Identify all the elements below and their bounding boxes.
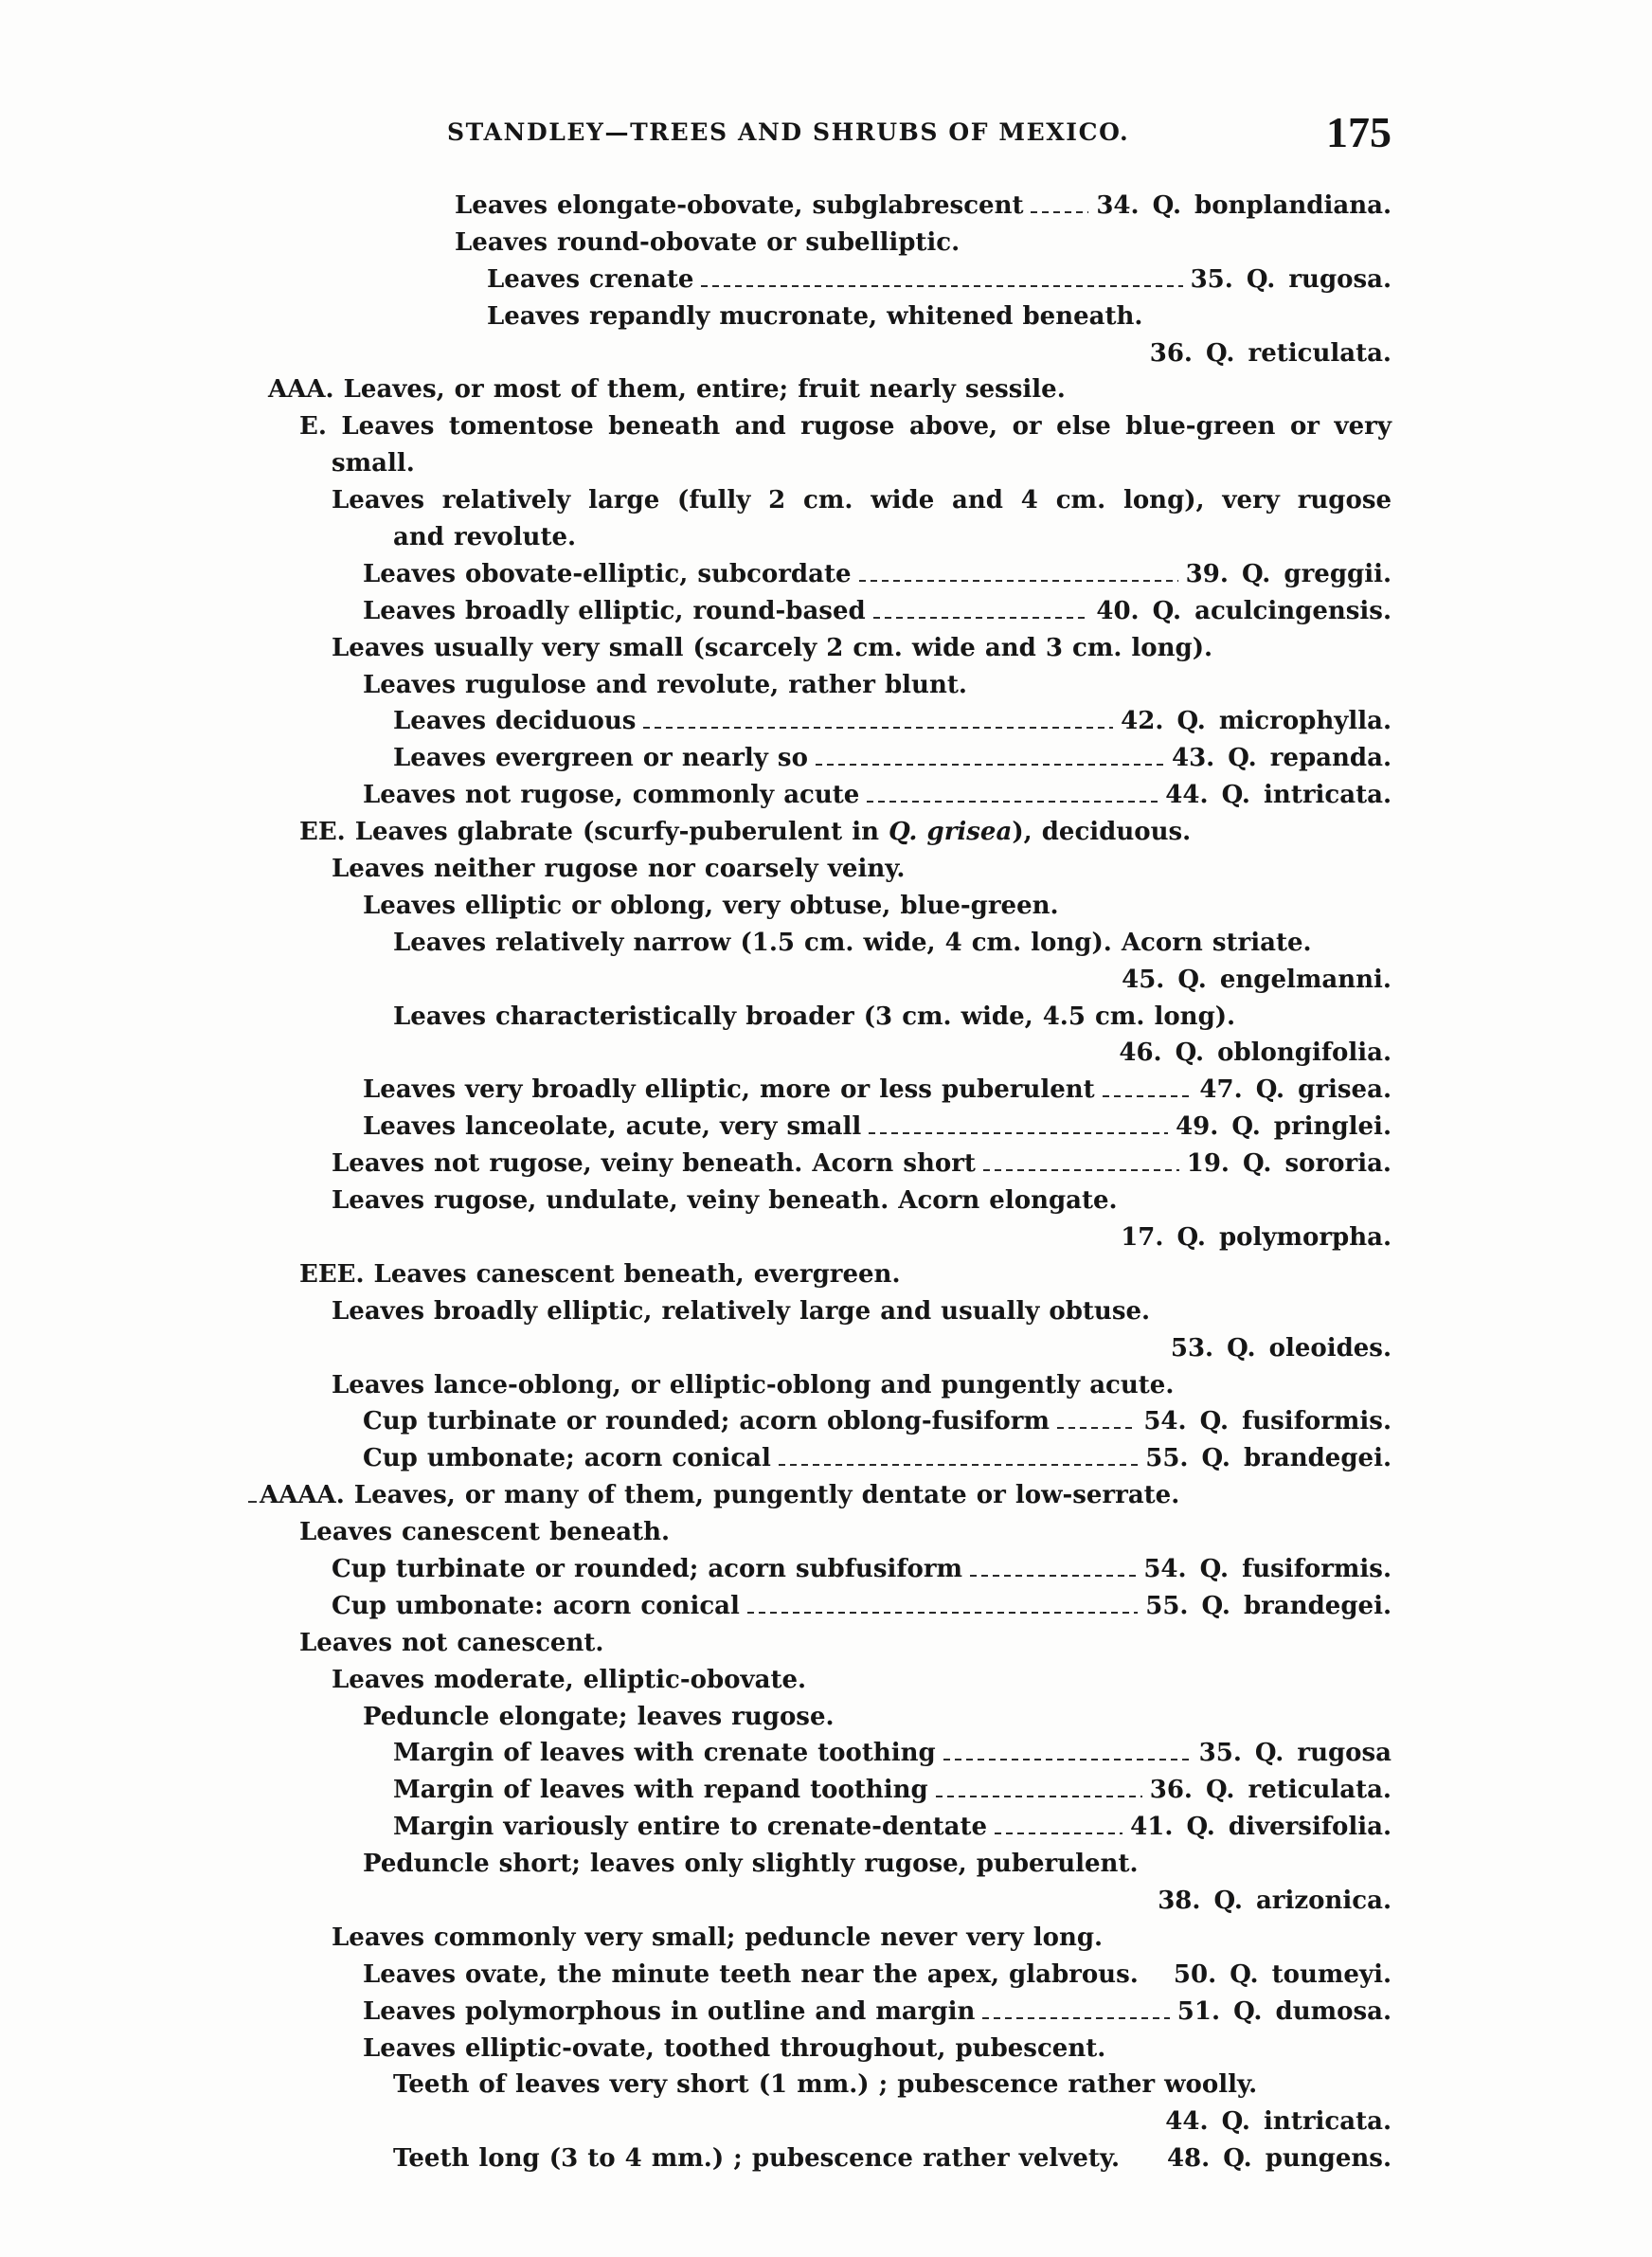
leader-dots [936, 1796, 1142, 1797]
page-number: 175 [1326, 108, 1392, 156]
leader-dots [1031, 211, 1088, 213]
species-entry: 50. Q. toumeyi. [1173, 1959, 1392, 1989]
species-entry: 48. Q. pungens. [1166, 2144, 1392, 2174]
key-line-text: Cup umbonate: acorn conical [332, 1591, 740, 1620]
leader-dots [859, 580, 1178, 582]
key-line-text: EE. Leaves glabrate (scurfy-puberulent in [299, 818, 889, 847]
species-entry: 44. Q. intricata. [1165, 781, 1392, 810]
species-entry: 54. Q. fusiformis. [1143, 1407, 1392, 1436]
key-line-text: Margin variously entire to crenate-dentate [393, 1813, 988, 1842]
species-entry: 45. Q. engelmanni. [1122, 965, 1392, 994]
leader-dots [747, 1612, 1138, 1614]
key-line: Leaves elliptic-ovate, toothed throughout, pubescent. [363, 2033, 1106, 2063]
key-line-text: Leaves deciduous [393, 707, 637, 736]
leader-dots [779, 1464, 1138, 1466]
key-line [363, 1403, 1392, 1440]
key-line [393, 1809, 1392, 1846]
species-entry-line [332, 335, 1392, 372]
species-entry: 41. Q. diversifolia. [1130, 1813, 1392, 1842]
key-line: Leaves lance-oblong, or elliptic-oblong and pungently acute. [332, 1370, 1175, 1399]
species-entry: 49. Q. pringlei. [1176, 1112, 1392, 1142]
key-line [455, 188, 1392, 225]
key-line [487, 262, 1392, 298]
key-line [393, 740, 1392, 777]
key-line-text: Leaves not rugose, commonly acute [363, 781, 860, 810]
key-line: Teeth of leaves very short (1 mm.) ; pubescence rather woolly. [393, 2070, 1258, 2100]
species-entry: 46. Q. oblongifolia. [1119, 1038, 1392, 1068]
key-line [363, 1994, 1392, 2031]
key-line: Peduncle elongate; leaves rugose. [363, 1702, 835, 1731]
leader-dots [1103, 1095, 1193, 1097]
key-line [248, 1477, 1392, 1514]
key-line-text: Cup turbinate or rounded; acorn subfusiform [332, 1554, 963, 1583]
species-entry: 36. Q. reticulata. [1149, 1776, 1392, 1805]
key-line [332, 1588, 1392, 1625]
species-entry: 51. Q. dumosa. [1176, 1996, 1392, 2026]
key-line-text: ), deciduous. [1012, 818, 1192, 847]
species-entry: 34. Q. bonplandiana. [1096, 191, 1392, 220]
species-entry: 43. Q. repanda. [1172, 744, 1392, 773]
leader-dots [983, 1169, 1179, 1171]
key-line [393, 1735, 1392, 1772]
species-entry: 44. Q. intricata. [1165, 2107, 1392, 2137]
key-line: EEE. Leaves canescent beneath, evergreen. [299, 1259, 901, 1289]
key-line: Leaves relatively large (fully 2 cm. wide and 4 cm. long), very rugose [332, 486, 1392, 515]
leader-dots [995, 1833, 1122, 1834]
key-line [363, 593, 1392, 630]
species-entry: 36. Q. reticulata. [1149, 338, 1392, 368]
key-line: Leaves repandly mucronate, whitened beneath. [487, 301, 1143, 331]
key-line [363, 1072, 1392, 1109]
species-entry-line [332, 1035, 1392, 1072]
key-line-text: Margin of leaves with crenate toothing [393, 1739, 936, 1768]
key-line-text: Leaves ovate, the minute teeth near the apex, glabrous. [363, 1959, 1139, 1989]
species-entry: 55. Q. brandegei. [1145, 1591, 1392, 1620]
species-entry-line [332, 1330, 1392, 1367]
leader-dots [816, 764, 1164, 766]
leader-dots [643, 727, 1113, 729]
key-line: Peduncle short; leaves only slightly rugose, puberulent. [363, 1850, 1139, 1879]
key-line [363, 777, 1392, 814]
key-line [332, 1146, 1392, 1183]
key-line-text: Leaves elongate-obovate, subglabrescent [455, 191, 1024, 220]
running-head: STANDLEY—TREES AND SHRUBS OF MEXICO. [447, 118, 1130, 146]
key-line-text: Leaves broadly elliptic, round-based [363, 596, 866, 625]
key-line: Leaves round-obovate or subelliptic. [455, 227, 961, 257]
species-entry: 47. Q. grisea. [1199, 1075, 1392, 1105]
key-line-text: Leaves lanceolate, acute, very small [363, 1112, 862, 1142]
key-line-text: Leaves polymorphous in outline and margin [363, 1996, 976, 2026]
key-line: AAA. Leaves, or most of them, entire; fruit nearly sessile. [268, 375, 1066, 405]
species-entry: 35. Q. rugosa [1198, 1739, 1392, 1768]
leader-dots [869, 1132, 1168, 1134]
key-line [393, 2140, 1392, 2177]
key-line-text: Leaves evergreen or nearly so [393, 744, 808, 773]
key-line [393, 1772, 1392, 1809]
leader-dots [943, 1759, 1192, 1760]
leader-dots [970, 1575, 1136, 1577]
key-line: Leaves not canescent. [299, 1628, 604, 1657]
key-line [332, 1551, 1392, 1588]
key-line-text: Cup umbonate; acorn conical [363, 1444, 771, 1473]
key-line: Leaves characteristically broader (3 cm. wide, 4.5 cm. long). [393, 1002, 1236, 1031]
species-entry: 55. Q. brandegei. [1145, 1444, 1392, 1473]
identification-key [0, 188, 1652, 2177]
species-entry: 54. Q. fusiformis. [1143, 1554, 1392, 1583]
key-line: E. Leaves tomentose beneath and rugose above, or else blue-green or very [299, 412, 1392, 442]
key-line-text: Cup turbinate or rounded; acorn oblong-fusiform [363, 1407, 1050, 1436]
species-entry-line [332, 1219, 1392, 1256]
key-line: Leaves canescent beneath. [299, 1518, 671, 1547]
key-line: Leaves moderate, elliptic-obovate. [332, 1665, 807, 1694]
species-entry: 19. Q. sororia. [1186, 1149, 1392, 1179]
species-entry-line [332, 2104, 1392, 2140]
key-line [363, 1109, 1392, 1146]
species-entry: 17. Q. polymorpha. [1121, 1222, 1392, 1252]
italic-taxon: Q. grisea [889, 818, 1013, 847]
key-line: and revolute. [393, 523, 577, 552]
key-line: Leaves rugulose and revolute, rather blunt. [363, 670, 967, 699]
key-line: Leaves elliptic or oblong, very obtuse, blue-green. [363, 891, 1059, 920]
key-line: Leaves rugose, undulate, veiny beneath. Acorn elongate. [332, 1186, 1118, 1216]
margin-mark [248, 1501, 257, 1503]
species-entry: 53. Q. oleoides. [1170, 1333, 1392, 1363]
species-entry: 40. Q. aculcingensis. [1096, 596, 1392, 625]
key-line [299, 814, 1392, 851]
species-entry: 35. Q. rugosa. [1190, 264, 1392, 294]
key-line: Leaves usually very small (scarcely 2 cm. wide and 3 cm. long). [332, 633, 1213, 662]
key-line: small. [332, 449, 415, 478]
key-line: Leaves commonly very small; peduncle never very long. [332, 1923, 1104, 1952]
key-line-text: Leaves crenate [487, 264, 694, 294]
key-line [363, 1957, 1392, 1994]
species-entry-line [332, 962, 1392, 999]
key-line-text: AAAA. Leaves, or many of them, pungently dentate or low-serrate. [260, 1481, 1180, 1510]
key-line: Leaves broadly elliptic, relatively large and usually obtuse. [332, 1296, 1151, 1326]
leader-dots [1057, 1427, 1136, 1429]
key-line: Leaves relatively narrow (1.5 cm. wide, 4 cm. long). Acorn striate. [393, 928, 1312, 957]
species-entry-line [332, 1883, 1392, 1920]
key-line-text: Leaves very broadly elliptic, more or less puberulent [363, 1075, 1095, 1105]
key-line-text: Leaves obovate-elliptic, subcordate [363, 559, 852, 588]
key-line [363, 556, 1392, 593]
key-line-text: Teeth long (3 to 4 mm.) ; pubescence rather velvety. [393, 2144, 1121, 2174]
key-line [393, 703, 1392, 740]
key-line [363, 1440, 1392, 1477]
species-entry: 42. Q. microphylla. [1121, 707, 1392, 736]
leader-dots [701, 285, 1182, 287]
species-entry: 39. Q. greggii. [1185, 559, 1392, 588]
species-entry: 38. Q. arizonica. [1158, 1886, 1392, 1915]
key-line: Leaves neither rugose nor coarsely veiny. [332, 855, 906, 884]
leader-dots [873, 617, 1089, 619]
key-line-text: Margin of leaves with repand toothing [393, 1776, 928, 1805]
leader-dots [867, 801, 1158, 803]
leader-dots [982, 2017, 1169, 2019]
key-line-text: Leaves not rugose, veiny beneath. Acorn short [332, 1149, 976, 1179]
